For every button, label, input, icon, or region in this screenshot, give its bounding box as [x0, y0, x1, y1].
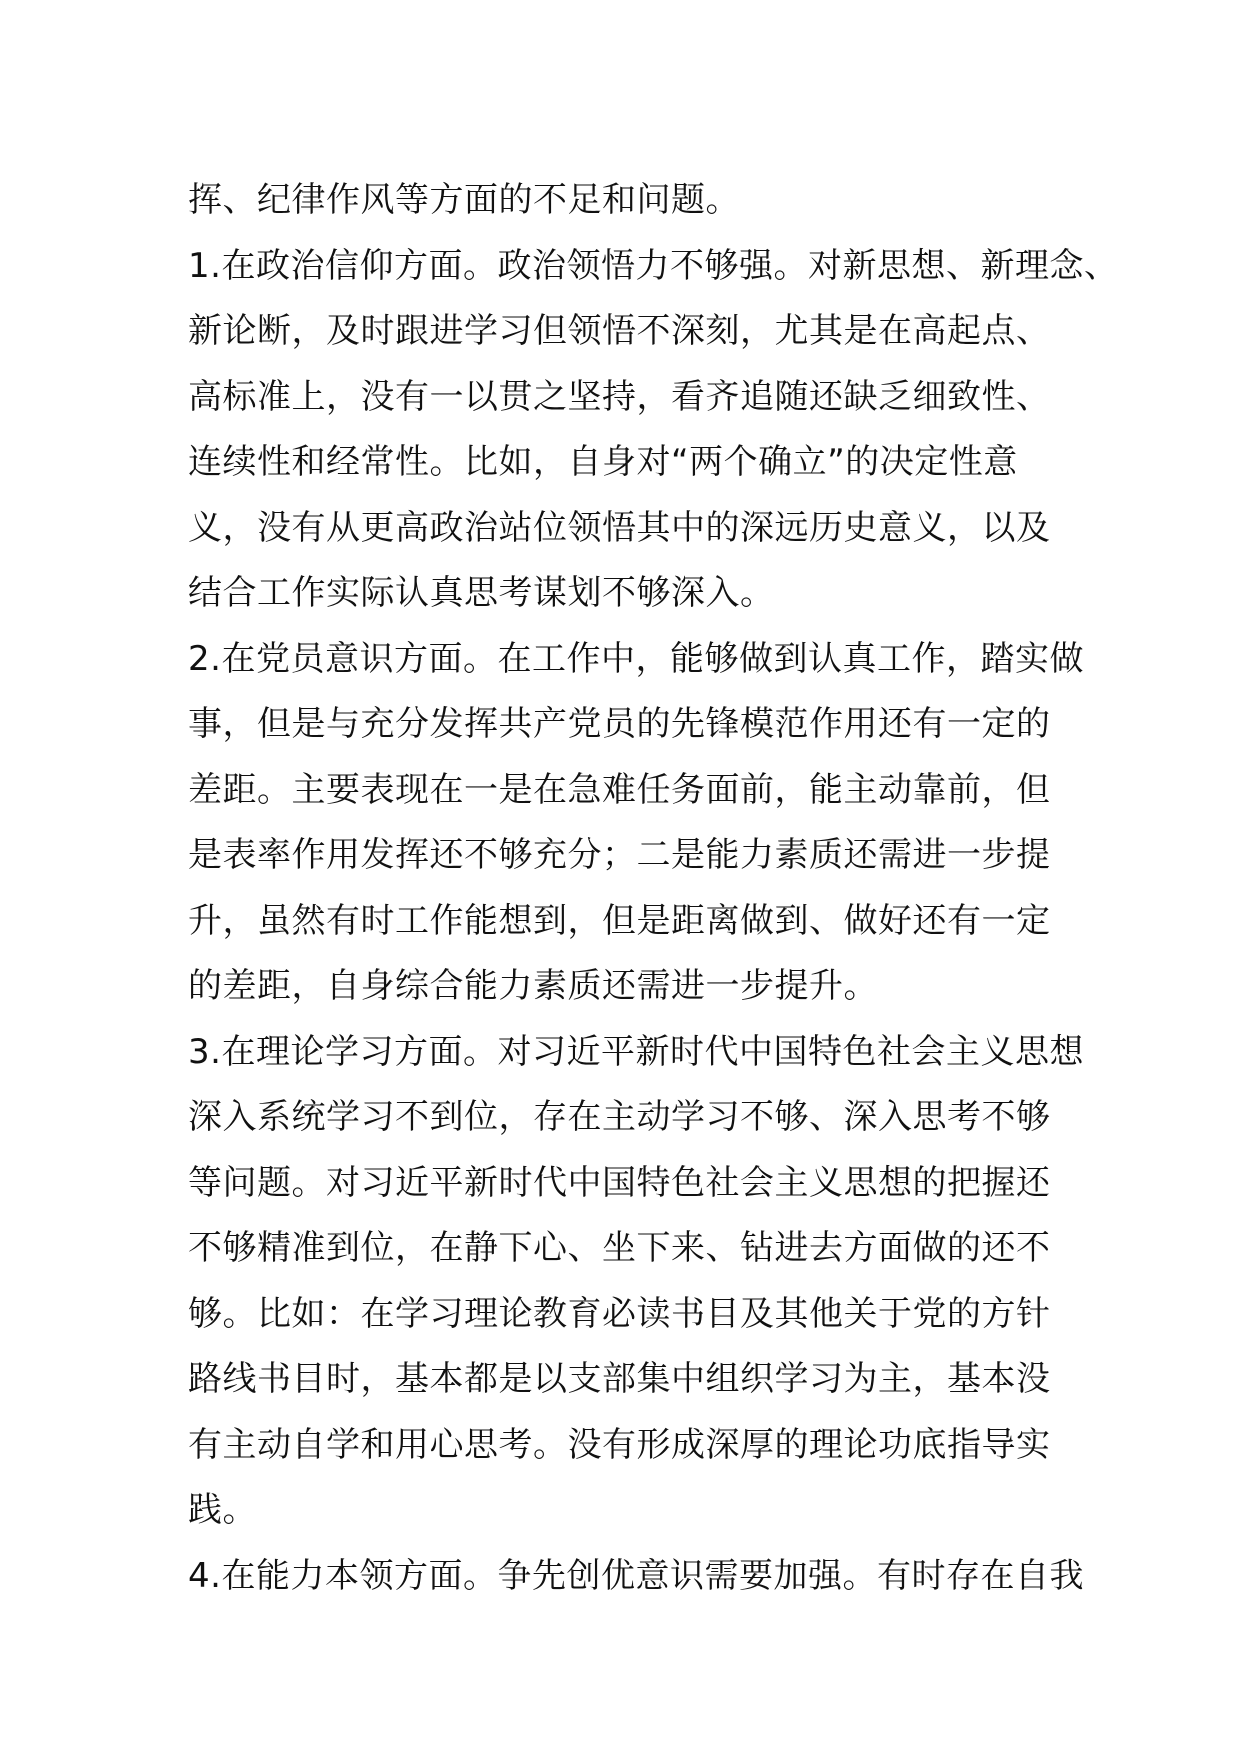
text-line: 高标准上，没有一以贯之坚持，看齐追随还缺乏细致性、 — [188, 376, 1051, 417]
text-line: 是表率作用发挥还不够充分；二是能力素质还需进一步提 — [188, 835, 1051, 875]
text-line: 的差距，自身综合能力素质还需进一步提升。 — [188, 966, 878, 1006]
document-body — [188, 168, 1119, 1609]
text-line: 等问题。对习近平新时代中国特色社会主义思想的把握还 — [188, 1162, 1051, 1203]
text-line: 2.在党员意识方面。在工作中，能够做到认真工作，踏实做 — [188, 638, 1084, 679]
text-line: 路线书目时，基本都是以支部集中组织学习为主，基本没 — [188, 1359, 1051, 1399]
text-line: 连续性和经常性。比如，自身对“两个确立”的决定性意 — [188, 442, 1018, 482]
text-line: 事，但是与充分发挥共产党员的先锋模范作用还有一定的 — [188, 704, 1051, 744]
text-line: 义，没有从更高政治站位领悟其中的深远历史意义，以及 — [188, 507, 1051, 548]
text-line: 差距。主要表现在一是在急难任务面前，能主动靠前，但 — [188, 769, 1051, 810]
text-line: 挥、纪律作风等方面的不足和问题。 — [188, 180, 740, 220]
text-line: 有主动自学和用心思考。没有形成深厚的理论功底指导实 — [188, 1424, 1051, 1465]
text-line: 够。比如：在学习理论教育必读书目及其他关于党的方针 — [188, 1293, 1051, 1334]
text-line: 升，虽然有时工作能想到，但是距离做到、做好还有一定 — [188, 900, 1051, 941]
text-line: 4.在能力本领方面。争先创优意识需要加强。有时存在自我 — [188, 1555, 1084, 1596]
text-line: 践。 — [188, 1490, 257, 1530]
text-line: 不够精准到位，在静下心、坐下来、钻进去方面做的还不 — [188, 1228, 1051, 1268]
text-line: 深入系统学习不到位，存在主动学习不够、深入思考不够 — [188, 1097, 1051, 1137]
text-line: 结合工作实际认真思考谋划不够深入。 — [188, 573, 775, 613]
text-line: 新论断，及时跟进学习但领悟不深刻，尤其是在高起点、 — [188, 311, 1051, 351]
text-line: 3.在理论学习方面。对习近平新时代中国特色社会主义思想 — [188, 1031, 1084, 1072]
text-line: 1.在政治信仰方面。政治领悟力不够强。对新思想、新理念、 — [188, 245, 1119, 286]
